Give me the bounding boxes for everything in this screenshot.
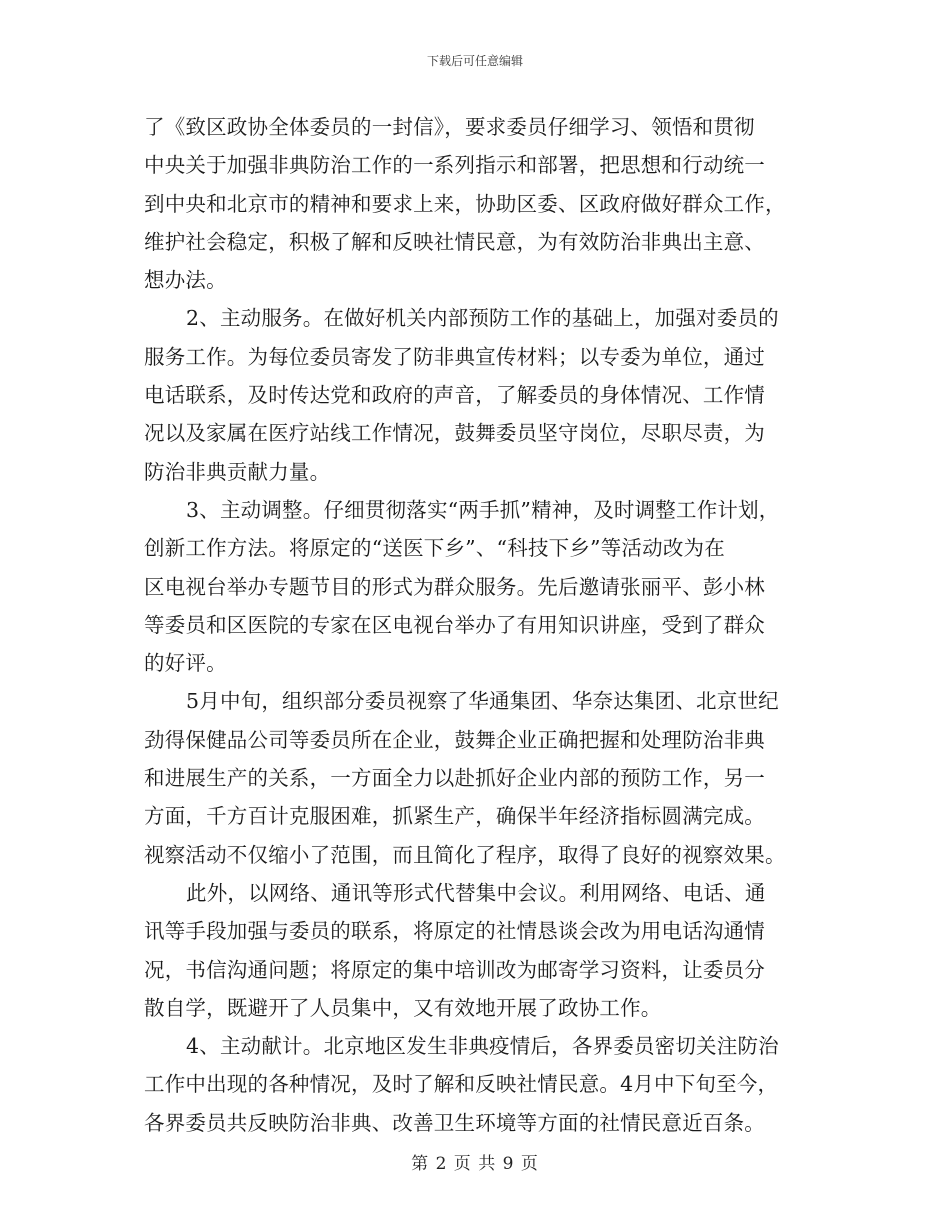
text-line: 创新工作方法。将原定的“送医下乡”、“科技下乡”等活动改为在 (144, 536, 725, 561)
text-line: 电话联系，及时传达党和政府的声音，了解委员的身体情况、工作情 (144, 383, 765, 408)
page-header: 下载后可任意编辑 (426, 54, 523, 68)
text-line: 维护社会稳定，积极了解和反映社情民意，为有效防治非典出主意、 (144, 229, 765, 254)
text-line: 中央关于加强非典防治工作的一系列指示和部署，把思想和行动统一 (144, 153, 765, 178)
text-line: 和进展生产的关系，一方面全力以赴抓好企业内部的预防工作，另一 (144, 766, 765, 791)
text-line: 况，书信沟通问题；将原定的集中培训改为邮寄学习资料，让委员分 (144, 957, 765, 982)
text-line: 各界委员共反映防治非典、改善卫生环境等方面的社情民意近百条。 (144, 1110, 765, 1135)
text-line: 视察活动不仅缩小了范围，而且简化了程序，取得了良好的视察效果。 (144, 842, 786, 867)
document-body (144, 108, 812, 1142)
text-line: 区电视台举办专题节目的形式为群众服务。先后邀请张丽平、彭小林 (144, 574, 765, 599)
text-line: 2、主动服务。在做好机关内部预防工作的基础上，加强对委员的 (186, 306, 779, 331)
text-line: 劲得保健品公司等委员所在企业，鼓舞企业正确把握和处理防治非典 (144, 727, 765, 752)
text-line: 讯等手段加强与委员的联系，将原定的社情恳谈会改为用电话沟通情 (144, 919, 765, 944)
text-line: 的好评。 (144, 651, 227, 676)
text-line: 等委员和区医院的专家在区电视台举办了有用知识讲座，受到了群众 (144, 612, 765, 637)
text-line: 防治非典贡献力量。 (144, 459, 331, 484)
text-line: 服务工作。为每位委员寄发了防非典宣传材料；以专委为单位，通过 (144, 344, 765, 369)
text-line: 了《致区政协全体委员的一封信》，要求委员仔细学习、领悟和贯彻 (144, 115, 755, 139)
text-line: 方面，千方百计克服困难，抓紧生产，确保半年经济指标圆满完成。 (144, 804, 765, 829)
text-line: 况以及家属在医疗站线工作情况，鼓舞委员坚守岗位，尽职尽责，为 (144, 421, 765, 446)
text-line: 想办法。 (144, 268, 227, 293)
text-line: 散自学，既避开了人员集中，又有效地开展了政协工作。 (144, 995, 662, 1020)
text-line: 4、主动献计。北京地区发生非典疫情后，各界委员密切关注防治 (186, 1034, 779, 1059)
text-line: 工作中出现的各种情况，及时了解和反映社情民意。4月中下旬至今， (144, 1072, 779, 1097)
page-number-footer: 第 2 页 共 9 页 (411, 1154, 539, 1174)
text-line: 3、主动调整。仔细贯彻落实“两手抓”精神，及时调整工作计划， (186, 497, 780, 522)
text-line: 到中央和北京市的精神和要求上来，协助区委、区政府做好群众工作， (144, 191, 786, 216)
text-line: 此外，以网络、通讯等形式代替集中会议。利用网络、电话、通 (186, 880, 766, 905)
text-line: 5月中旬，组织部分委员视察了华通集团、华奈达集团、北京世纪 (186, 689, 779, 714)
